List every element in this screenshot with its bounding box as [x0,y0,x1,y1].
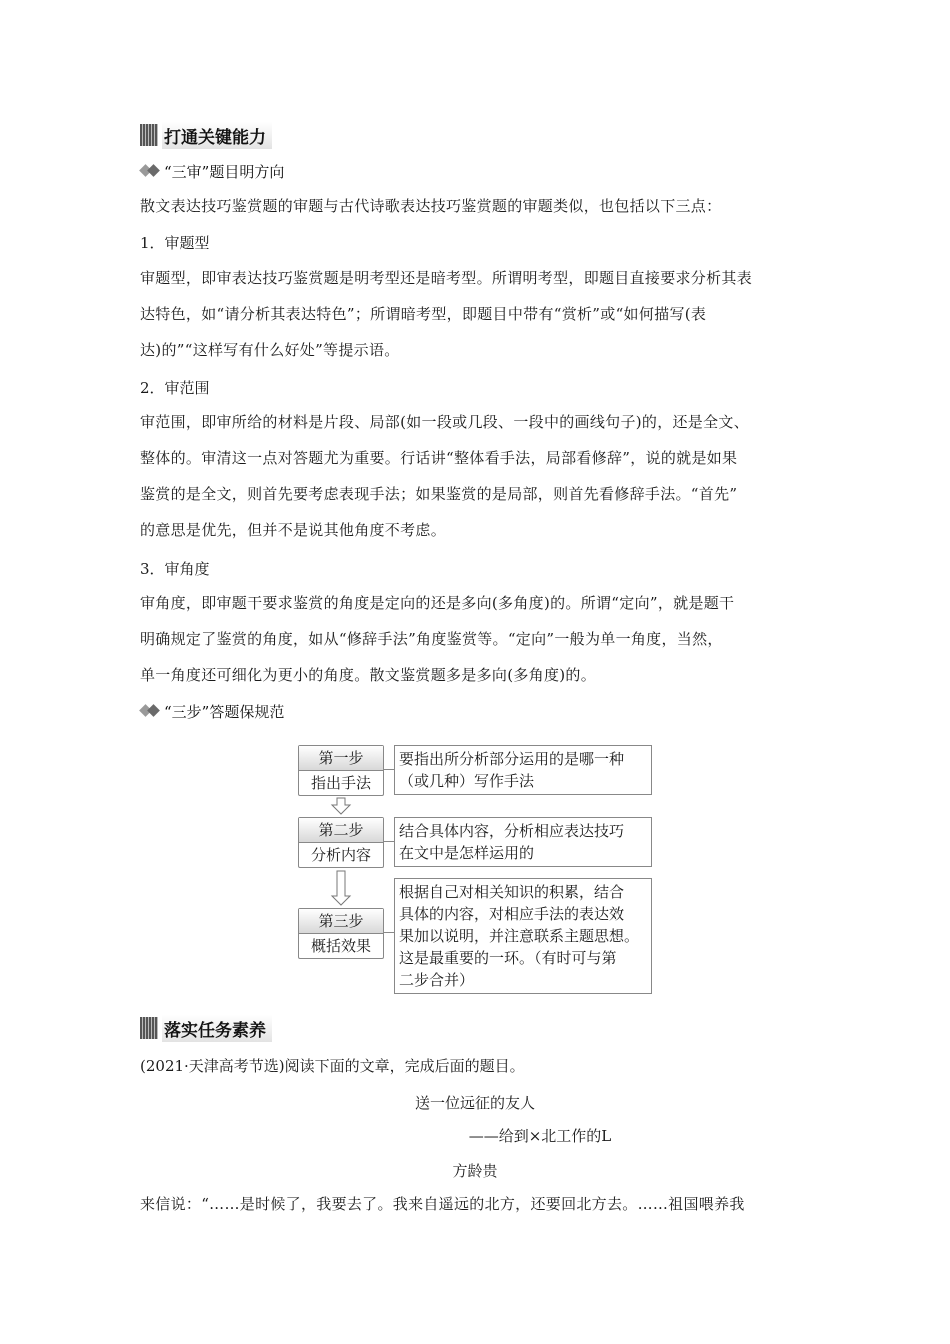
desc-line: 结合具体内容，分析相应表达技巧 [399,822,625,840]
desc-line: （或几种）写作手法 [399,772,535,790]
step-2-name: 分析内容 [310,846,371,864]
diamond-icon [140,163,162,179]
source-instruction: (2021·天津高考节选)阅读下面的文章，完成后面的题目。 [140,1057,525,1075]
step-2-description [394,817,652,867]
item-heading-1: 1．审题型 [140,234,210,252]
subheading-three-steps [140,700,284,722]
item-2-line-2: 整体的。审清这一点对答题尤为重要。行话讲“整体看手法，局部看修辞”，说的就是如果 [140,449,738,467]
item-2-line-3: 鉴赏的是全文，则首先要考虑表现手法；如果鉴赏的是局部，则首先看修辞手法。“首先” [140,485,738,503]
section-title: 落实任务素养 [162,1015,272,1042]
desc-line: 二步合并） [399,971,475,989]
desc-line: 果加以说明，并注意联系主题思想。 [399,927,640,945]
down-arrow-icon [330,870,352,906]
connector-line [383,841,394,842]
item-1-line-2: 达特色，如“请分析其表达特色”；所谓暗考型，即题目中带有“赏析”或“如何描写(表 [140,305,707,323]
section-bar-icon [140,124,158,146]
item-heading-2: 2．审范围 [140,379,210,397]
section-heading-task-literacy [140,1015,272,1041]
item-3-line-1: 审角度，即审题干要求鉴赏的角度是定向的还是多向(多角度)的。所谓“定向”，就是题干 [140,594,735,612]
article-subtitle: ——给到×北工作的L [468,1127,612,1145]
desc-line: 根据自己对相关知识的积累，结合 [399,883,625,901]
item-2-line-1: 审范围，即审所给的材料是片段、局部(如一段或几段、一段中的画线句子)的，还是全文、 [140,413,750,431]
connector-line [383,932,394,933]
intro-paragraph: 散文表达技巧鉴赏题的审题与古代诗歌表达技巧鉴赏题的审题类似，也包括以下三点： [140,197,722,215]
item-3-line-3: 单一角度还可细化为更小的角度。散文鉴赏题多是多向(多角度)的。 [140,666,597,684]
item-3-line-2: 明确规定了鉴赏的角度，如从“修辞手法”角度鉴赏等。“定向”一般为单一角度，当然， [140,630,723,648]
step-3-box [298,908,384,959]
diamond-icon [140,703,162,719]
step-2-box [298,817,384,868]
step-1-box [298,745,384,796]
item-1-line-1: 审题型，即审表达技巧鉴赏题是明考型还是暗考型。所谓明考型，即题目直接要求分析其表 [140,269,753,287]
section-bar-icon [140,1017,158,1039]
article-title: 送一位远征的友人 [414,1094,535,1112]
subheading-title: “三步”答题保规范 [164,702,285,721]
step-2-label: 第二步 [299,818,383,843]
item-heading-3: 3．审角度 [140,560,210,578]
step-3-label: 第三步 [299,909,383,934]
item-1-line-3: 达)的”“这样写有什么好处”等提示语。 [140,341,400,359]
step-1-description [394,745,652,795]
item-2-line-4: 的意思是优先，但并不是说其他角度不考虑。 [140,521,447,539]
subheading-title: “三审”题目明方向 [164,162,285,181]
article-first-line: 来信说：“……是时候了，我要去了。我来自遥远的北方，还要回北方去。……祖国喂养我 [140,1195,745,1213]
desc-line: 具体的内容，对相应手法的表达效 [399,905,625,923]
subheading-three-reviews [140,160,284,182]
desc-line: 要指出所分析部分运用的是哪一种 [399,750,625,768]
connector-line [383,769,394,770]
down-arrow-icon [330,797,352,815]
desc-line: 在文中是怎样运用的 [399,844,535,862]
step-1-label: 第一步 [299,746,383,771]
desc-line: 这是最重要的一环。（有时可与第 [399,949,617,967]
section-title: 打通关键能力 [162,122,272,149]
step-3-description [394,878,652,994]
article-author: 方龄贵 [452,1162,498,1180]
step-1-name: 指出手法 [310,774,371,792]
section-heading-key-abilities [140,122,272,148]
step-3-name: 概括效果 [310,937,371,955]
